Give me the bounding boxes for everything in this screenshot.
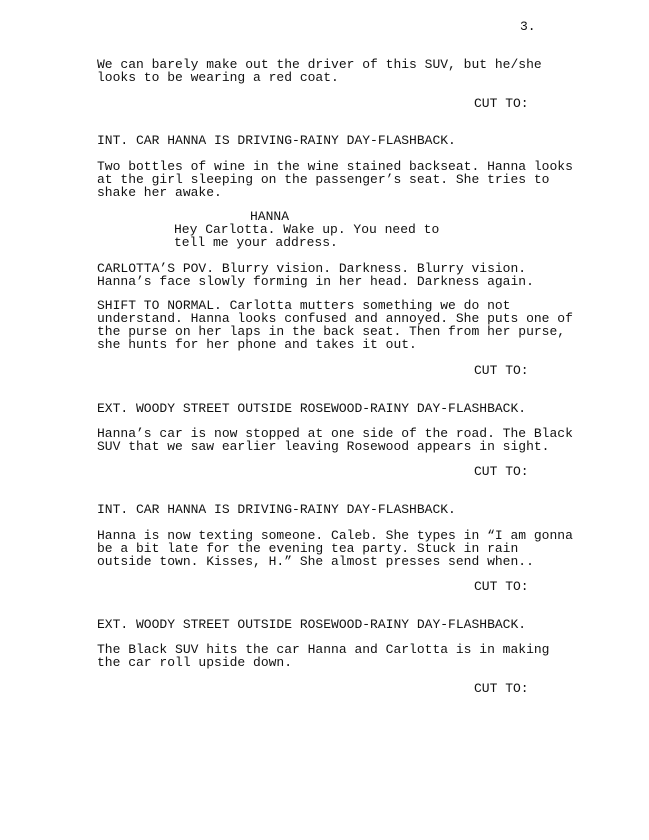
action-line: Hanna’s car is now stopped at one side of the road. The Black (97, 426, 573, 441)
action-line: she hunts for her phone and takes it out. (97, 337, 417, 352)
action-line: at the girl sleeping on the passenger’s seat. She tries to (97, 172, 550, 187)
action-line: be a bit late for the evening tea party. Stuck in rain (97, 541, 519, 556)
dialogue-line: Hey Carlotta. Wake up. You need to (174, 222, 440, 237)
dialogue-line: tell me your address. (174, 235, 338, 250)
action-line: The Black SUV hits the car Hanna and Carlotta is in making (97, 642, 550, 657)
action-line: Two bottles of wine in the wine stained backseat. Hanna looks (97, 159, 573, 174)
action-line: understand. Hanna looks confused and annoyed. She puts one of (97, 311, 573, 326)
transition-cut-to: CUT TO: (474, 96, 529, 111)
transition-cut-to: CUT TO: (474, 464, 529, 479)
page-number: 3. (520, 19, 536, 34)
transition-cut-to: CUT TO: (474, 363, 529, 378)
action-line: SUV that we saw earlier leaving Rosewood appears in sight. (97, 439, 550, 454)
action-line: outside town. Kisses, H.” She almost presses send when.. (97, 554, 534, 569)
transition-cut-to: CUT TO: (474, 579, 529, 594)
action-line: Hanna’s face slowly forming in her head. Darkness again. (97, 274, 534, 289)
scene-heading: INT. CAR HANNA IS DRIVING-RAINY DAY-FLASHBACK. (97, 133, 456, 148)
scene-heading: EXT. WOODY STREET OUTSIDE ROSEWOOD-RAINY DAY-FLASHBACK. (97, 401, 527, 416)
action-line: SHIFT TO NORMAL. Carlotta mutters something we do not (97, 298, 511, 313)
action-line: the purse on her laps in the back seat. Then from her purse, (97, 324, 566, 339)
scene-heading: INT. CAR HANNA IS DRIVING-RAINY DAY-FLASHBACK. (97, 502, 456, 517)
action-line: CARLOTTA’S POV. Blurry vision. Darkness. Blurry vision. (97, 261, 527, 276)
action-line: We can barely make out the driver of this SUV, but he/she (97, 57, 542, 72)
action-line: shake her awake. (97, 185, 222, 200)
action-line: Hanna is now texting someone. Caleb. She types in “I am gonna (97, 528, 573, 543)
action-line: looks to be wearing a red coat. (97, 70, 339, 85)
transition-cut-to: CUT TO: (474, 681, 529, 696)
action-line: the car roll upside down. (97, 655, 293, 670)
character-name: HANNA (250, 209, 290, 224)
scene-heading: EXT. WOODY STREET OUTSIDE ROSEWOOD-RAINY DAY-FLASHBACK. (97, 617, 527, 632)
